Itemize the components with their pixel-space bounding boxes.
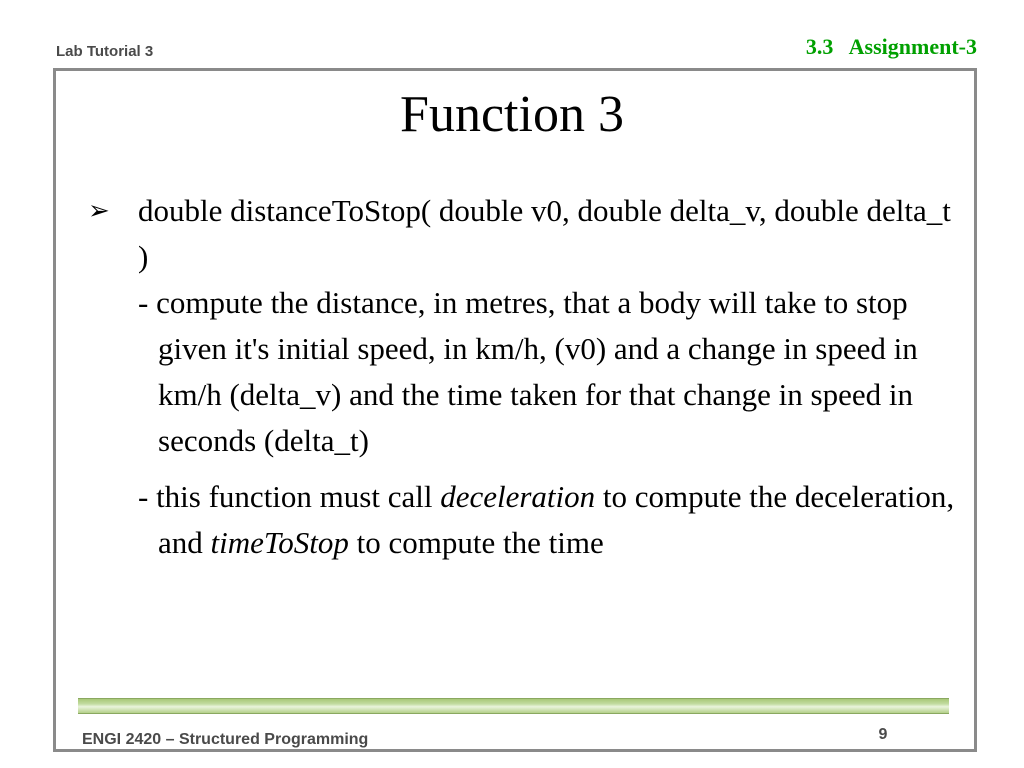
note-func-timetostop: timeToStop [210,525,349,560]
note-suffix: to compute the time [348,525,604,560]
slide-body [88,188,968,566]
function-note [138,474,968,566]
header-lab-label: Lab Tutorial 3 [56,43,154,60]
note-func-deceleration: deceleration [440,479,596,514]
note-middle: to compute the deceleration, and [158,479,955,560]
header-section-label: 3.3 Assignment-3 [805,34,977,59]
bullet-item [88,188,968,280]
page-number: 9 [878,726,888,743]
arrowhead-bullet-icon: ➢ [88,196,110,226]
function-description: - compute the distance, in metres, that a body will take to stop given it's initial speed, in km/h, (v0) and a change in speed in km/h (delta_v) and the time taken for that change in speed in seconds (delta_t) [138,285,918,458]
slide-title: Function 3 [400,86,624,143]
footer-divider [78,698,949,714]
function-signature: double distanceToStop( double v0, double delta_v, double delta_t ) [138,193,951,274]
note-prefix: - this function must call [138,479,441,514]
footer-course-title: ENGI 2420 – Structured Programming [82,731,369,748]
